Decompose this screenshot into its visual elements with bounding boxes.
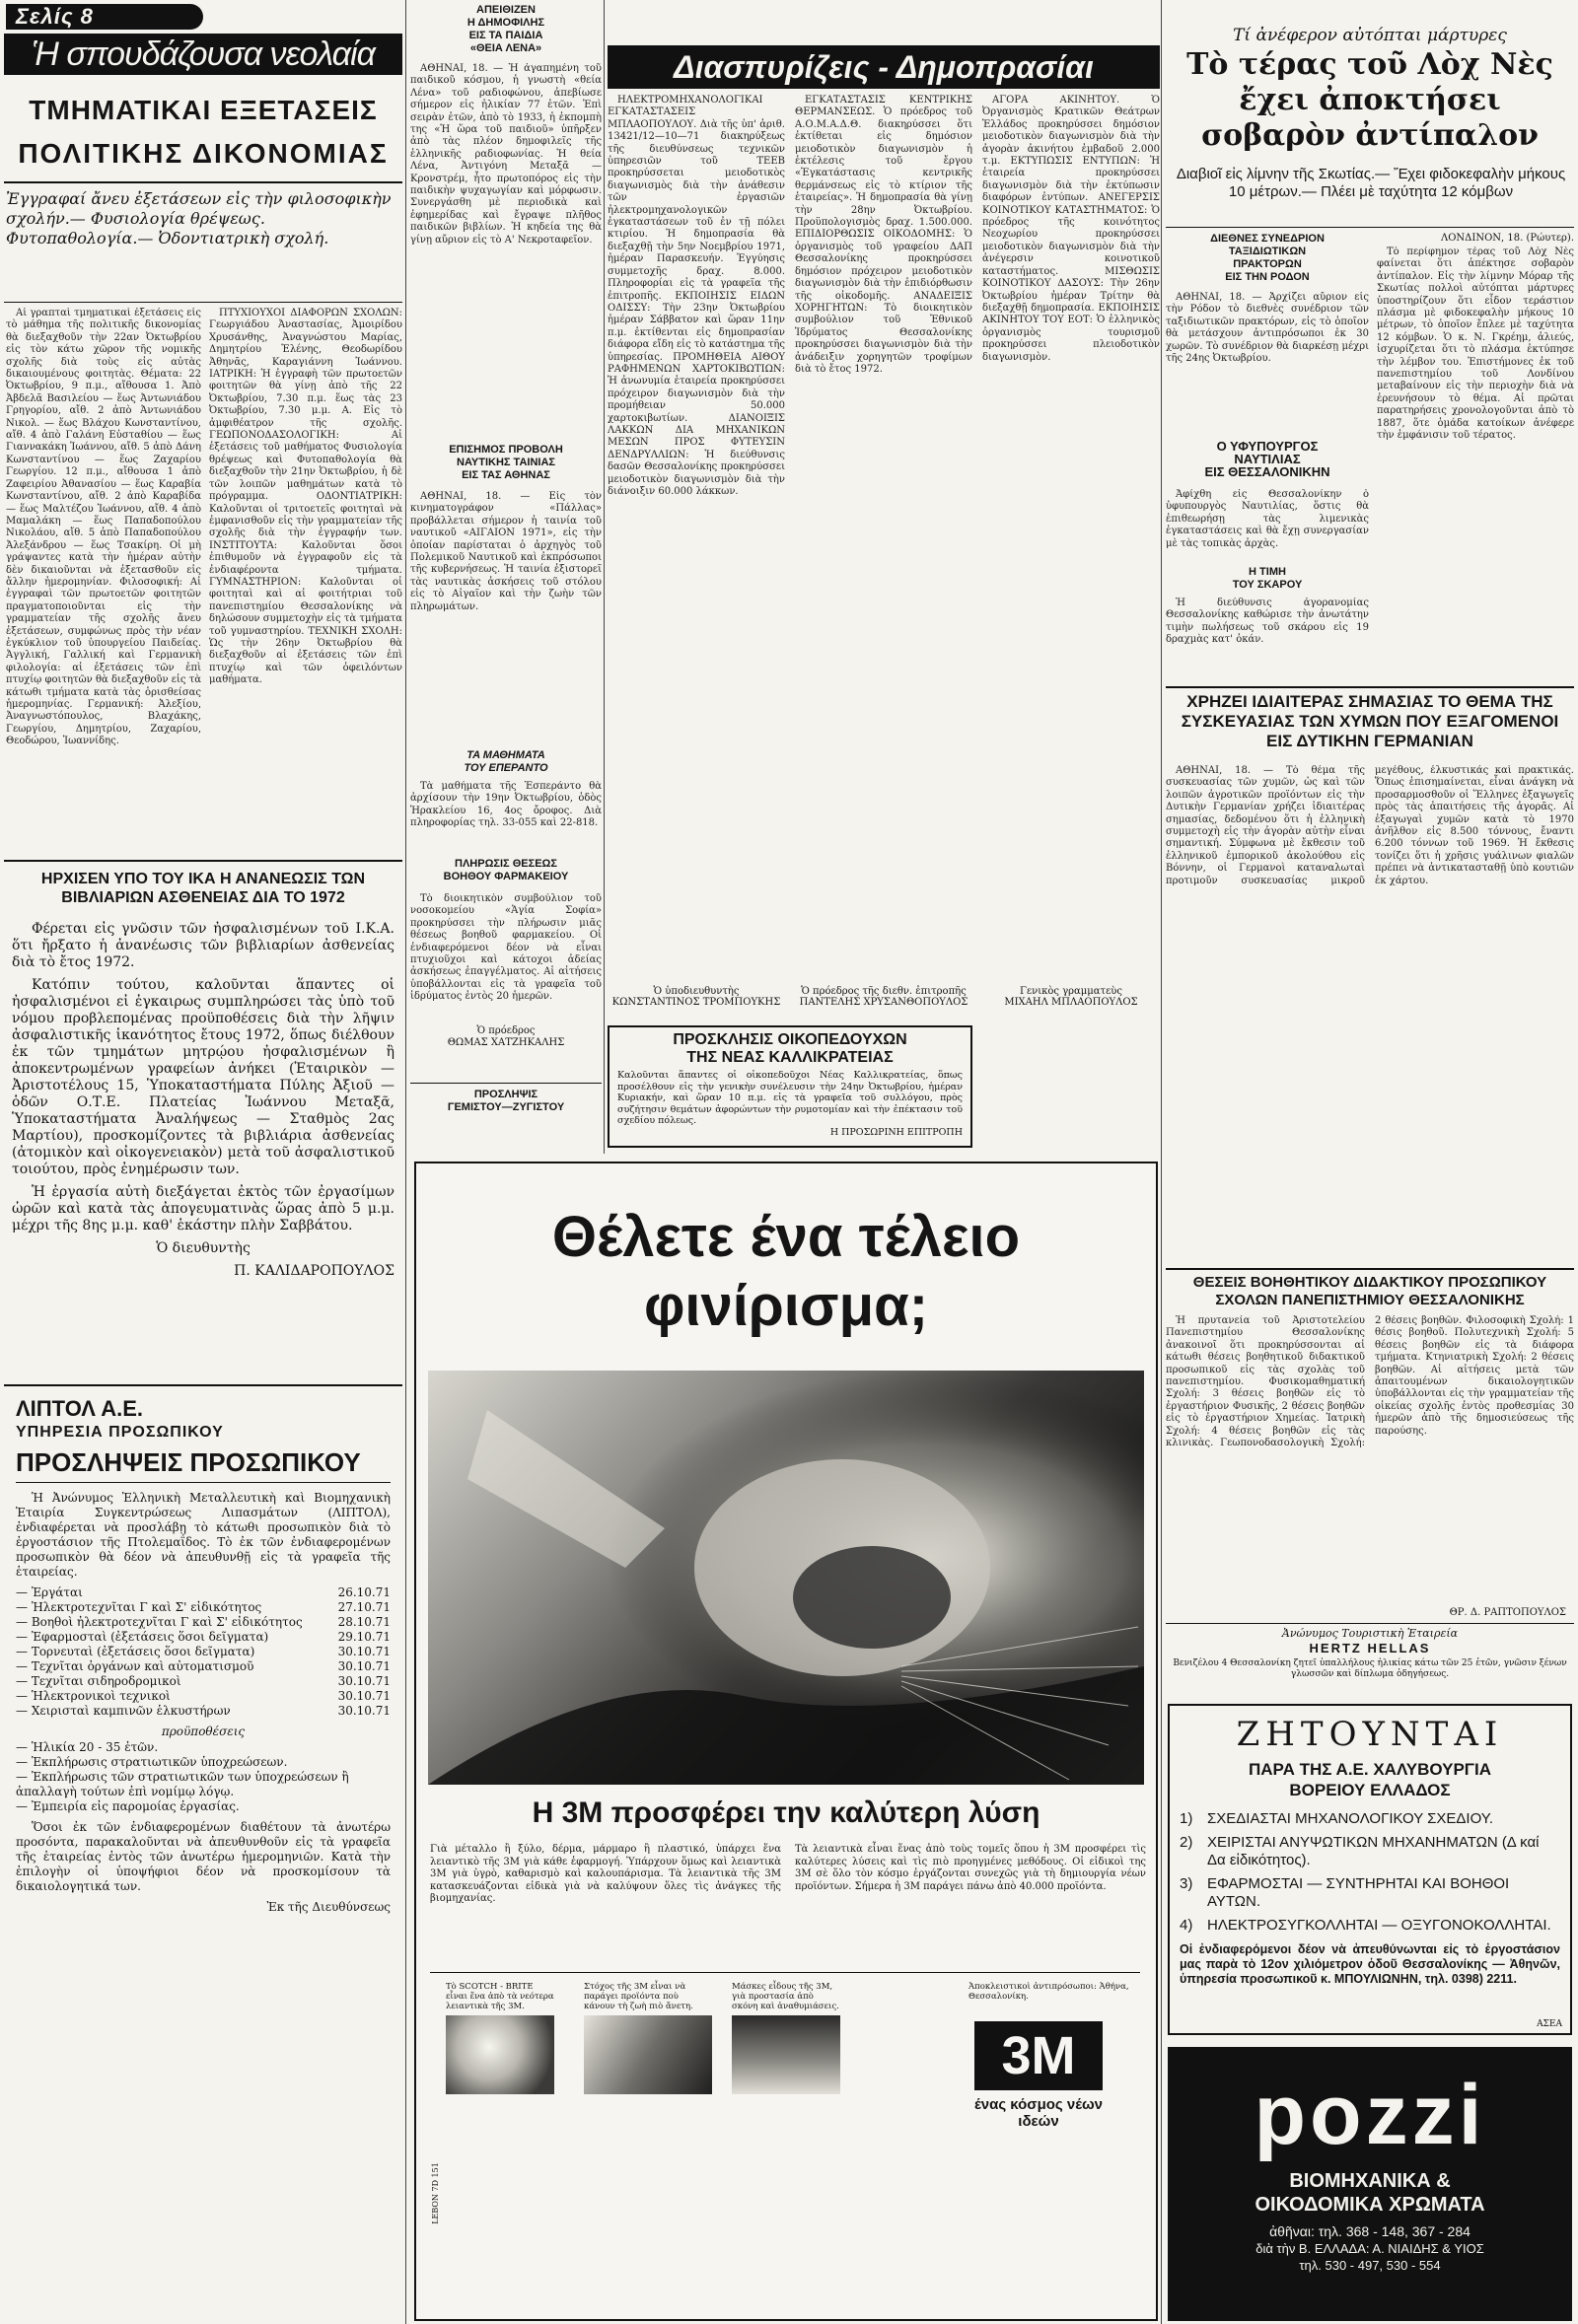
liptol-job-row bbox=[16, 1659, 391, 1674]
liptol-ad bbox=[4, 1384, 402, 2321]
rhodes-head-1: ΔΙΕΘΝΕΣ ΣΥΝΕΔΡΙΟΝ bbox=[1210, 233, 1325, 245]
tenders-sign-c1: Γενικὸς γραμματεὺς bbox=[1020, 986, 1122, 997]
liptol-requirement: — Ἐμπειρία εἰς παρομοίας ἐργασίας. bbox=[16, 1799, 240, 1813]
halyvourgia-item-text: ΕΦΑΡΜΟΣΤΑΙ — ΣΥΝΤΗΡΗΤΑΙ ΚΑΙ ΒΟΗΘΟΙ ΑΥΤΩΝ. bbox=[1207, 1875, 1510, 1910]
pharmacy-sign-1: Ὁ πρόεδρος bbox=[476, 1025, 536, 1036]
liptol-job-date: 28.10.71 bbox=[337, 1615, 391, 1629]
liptol-job-date: 30.10.71 bbox=[337, 1645, 391, 1658]
liptol-job-date: 30.10.71 bbox=[337, 1674, 391, 1688]
halyvourgia-item bbox=[1180, 1875, 1560, 1911]
minister-head-3: ΕΙΣ ΘΕΣΣΑΛΟΝΙΚΗΝ bbox=[1204, 464, 1330, 479]
liptol-intro: Ἡ Ἀνώνυμος Ἑλληνικὴ Μεταλλευτικὴ καὶ Βιομηχανικὴ Ἑταιρία Συγκεντρώσεως Λιπασμάτων (ΛΙΠΤΟΛ), ἐνδιαφέρεται νὰ προσλάβῃ τὸ κάτωθι προσωπικὸν διὰ τὸ ἐργοστάσιον τῆς Πτολεμαΐδος. Τὸ ἐκ τῶν ἐνδιαφερομένων προσωπικὸν θὰ δέον νὰ ἀπευθυνθῇ εἰς τὰ γραφεῖα τῆς ἑταιρείας. bbox=[16, 1491, 391, 1579]
pozzi-line-1: ΒΙΟΜΗΧΑΝΙΚΑ & bbox=[1289, 2170, 1451, 2192]
shipping-text: ΑΘΗΝΑΙ, 18. — Εἰς τὸν κινηματογράφον «Πάλλας» προβάλλεται σήμερον ἡ ταινία τοῦ ναυτικοῦ «ΑΙΓΑΙΟΝ 1971», εἰς τὴν ὁποίαν παρίσταται ὁ ἀρχηγὸς τοῦ Πολεμικοῦ Ναυτικοῦ καὶ ἐκπρόσωποι τῆς κυβερνήσεως. Ἡ ταινία ἐξιστορεῖ τὰς ναυτικὰς ἀσκήσεις τοῦ στόλου εἰς τὸ Αἰγαῖον καὶ τὴν ζωὴν τῶν πληρωμάτων. bbox=[410, 491, 602, 612]
halyvourgia-item bbox=[1180, 1834, 1560, 1869]
liptol-job-title: — Τορνευταὶ (ἐξετάσεις ὅσοι δεῖγματα) bbox=[16, 1645, 255, 1658]
ad-3m-thumb-1: Τὸ SCOTCH - BRITE εἶναι ἕνα ἀπὸ τὰ νεότερα λειαντικὰ τῆς 3Μ. bbox=[446, 1982, 554, 2110]
liptol-job-title: — Ἠλεκτροτεχνῖται Γ καὶ Σ' εἰδικότητος bbox=[16, 1600, 262, 1614]
tenders-banner: Διασπυρίζεις - Δημοπρασίαι bbox=[608, 45, 1160, 89]
lena-kicker-1: ΑΠΕΙΘΙΖΕΝ bbox=[476, 4, 536, 16]
lena-kicker-4: «ΘΕΙΑ ΛΕΝΑ» bbox=[469, 42, 542, 54]
pharmacy-text: Τὸ διοικητικὸν συμβούλιον τοῦ νοσοκομείου «Ἁγία Σοφία» προκηρύσσει τὴν πλήρωσιν μιᾶς θέσεως βοηθοῦ φαρμακείου. Οἱ ἐνδιαφερόμενοι δέον νὰ εἶναι πτυχιοῦχοι καὶ κάτοχοι ἀδείας ἀσκήσεως ἐπαγγέλματος. Αἱ αἰτήσεις ὑποβάλλονται εἰς τὰ γραφεῖα τοῦ ἱδρύματος ἐντὸς 20 ἡμερῶν. bbox=[410, 893, 602, 1003]
pozzi-line-2: ΟΙΚΟΔΟΜΙΚΑ ΧΡΩΜΑΤΑ bbox=[1255, 2194, 1485, 2216]
liptol-dept: ΥΠΗΡΕΣΙΑ ΠΡΟΣΩΠΙΚΟΥ bbox=[16, 1424, 224, 1441]
lena-kicker-3: ΕΙΣ ΤΑ ΠΑΙΔΙΑ bbox=[468, 30, 543, 41]
tenders-sign-a2: ΚΩΝΣΤΑΝΤΙΝΟΣ ΤΡΟΜΠΟΥΚΗΣ bbox=[611, 997, 781, 1008]
rhodes-head-3: ΠΡΑΚΤΟΡΩΝ bbox=[1233, 258, 1302, 270]
exams-headline-1: ΤΜΗΜΑΤΙΚΑΙ ΕΞΕΤΑΣΕΙΣ bbox=[29, 95, 378, 125]
pozzi-ad bbox=[1168, 2047, 1572, 2321]
halyvourgia-list bbox=[1180, 1810, 1560, 1935]
ika-sign-role: Ὁ διευθυντὴς bbox=[156, 1240, 251, 1256]
liptol-requirement: — Ἐκπλήρωσις τῶν στρατιωτικῶν των ὑποχρεώσεων ἢ ἀπαλλαγὴ τούτων ἐπὶ νομίμῳ λόγῳ. bbox=[16, 1770, 349, 1798]
tenders-sign-b1: Ὁ πρόεδρος τῆς διεθν. ἐπιτροπῆς bbox=[801, 986, 967, 997]
section-banner: Ἡ σπουδάζουσα νεολαία bbox=[4, 34, 402, 75]
kallikrateia-notice bbox=[608, 1025, 972, 1148]
ad-3m-logo-tagline: ένας κόσμος νέων ιδεών bbox=[973, 2096, 1104, 2130]
liptol-job-row bbox=[16, 1674, 391, 1689]
liptol-job-title: — Χειρισταὶ καμπινῶν ἑλκυστήρων bbox=[16, 1704, 231, 1718]
kallikrateia-head-1: ΠΡΟΣΚΛΗΣΙΣ ΟΙΚΟΠΕΔΟΥΧΩΝ bbox=[673, 1031, 907, 1048]
rhodes-head-4: ΕΙΣ ΤΗΝ ΡΟΔΟΝ bbox=[1225, 271, 1310, 283]
liptol-job-date: 27.10.71 bbox=[337, 1600, 391, 1614]
pharmacy-head-1: ΠΛΗΡΩΣΙΣ ΘΕΣΕΩΣ bbox=[455, 858, 557, 870]
esperanto-head-1: ΤΑ ΜΑΘΗΜΑΤΑ bbox=[466, 749, 545, 761]
liptol-job-row bbox=[16, 1645, 391, 1659]
halyvourgia-item-num: 1) bbox=[1180, 1810, 1193, 1827]
ad-3m-thumb-2-image bbox=[584, 2015, 712, 2094]
lena-text: ΑΘΗΝΑΙ, 18. — Ἡ ἀγαπημένη τοῦ παιδικοῦ κόσμου, ἡ γνωστὴ «θεία Λένα» τοῦ ραδιοφώνου, ἀπεβίωσε σήμερον εἰς ἡλικίαν 77 ἐτῶν. Ἐπὶ σειρὰν ἐτῶν, ἀπὸ τὸ 1933, ἡ ἐκπομπὴ της «Ἡ ὥρα τοῦ παιδιοῦ» ὑπῆρξεν ἀπὸ τὰς πλέον δημοφιλεῖς τῆς ἑλληνικῆς ραδιοφωνίας. Ἡ θεία Λένα, Ἀντιγόνη Μεταξᾶ — Κρονστρέμ, ἦτο πρωτοπόρος εἰς τὴν παιδικὴν ψυχαγωγίαν καὶ μόρφωσιν. Συνεργάσθη μὲ περιοδικὰ καὶ ἐφημερίδας καὶ ἔγραψε πλῆθος παιδικῶν βιβλίων. Ἡ κηδεία της θὰ γίνῃ αὔριον εἰς τὸ Α' Νεκροταφεῖον. bbox=[410, 63, 602, 246]
ad-3m-body-2: Τὰ λειαντικὰ εἶναι ἕνας ἀπὸ τοὺς τομεῖς ὅπου ἡ 3Μ προσφέρει τὶς καλύτερες λύσεις καὶ τὶς πιὸ προηγμένες μεθόδους. Οἱ εἰδικοὶ της 3Μ σὲ ὅλο τὸν κόσμο ἐργάζονται συνεχῶς γιὰ τὴ δημιουργία νέων προϊόντων. Σήμερα ἡ 3Μ παράγει πάνω ἀπὸ 40.000 προϊόντα. bbox=[795, 1844, 1146, 1892]
tenders-sign-a1: Ὁ ὑποδιευθυντὴς bbox=[653, 986, 740, 997]
pozzi-line-5: τηλ. 530 - 497, 530 - 554 bbox=[1299, 2258, 1441, 2273]
ad-3m-thumb-1-image bbox=[446, 2015, 554, 2094]
liptol-job-date: 30.10.71 bbox=[337, 1704, 391, 1718]
gemisto-head-1: ΠΡΟΣΛΗΨΙΣ bbox=[473, 1089, 538, 1100]
liptol-jobs-list bbox=[4, 1584, 402, 1721]
lochness-subhead: Διαβιοῖ εἰς λίμνην τῆς Σκωτίας.— Ἔχει φιδοκεφαλὴν μήκους 10 μέτρων.— Πλέει μὲ ταχύτητα 12 κόμβων bbox=[1176, 166, 1566, 200]
liptol-job-row bbox=[16, 1585, 391, 1600]
liptol-job-row bbox=[16, 1630, 391, 1645]
liptol-job-row bbox=[16, 1704, 391, 1719]
ad-3m-thumb-2: Στόχος τῆς 3Μ εἶναι νὰ παράγει προϊόντα ποὺ κάνουν τὴ ζωὴ πιὸ ἄνετη. bbox=[584, 1982, 712, 2110]
exams-text-col2: ΠΤΥΧΙΟΥΧΟΙ ΔΙΑΦΟΡΩΝ ΣΧΟΛΩΝ: Γεωργιάδου Ἀναστασίας, Ἀμοιρίδου Χρυσάνθης, Ἀναγνώστου Μαρίας, Δημητρίου Ἑλένης, Θεοδωρίδου Ἀθηνᾶς, Καραγιάννη Ἰωάννου. ΙΑΤΡΙΚΗ: Ἡ ἐγγραφὴ τῶν πρωτοετῶν φοιτητῶν θὰ γίνῃ ἀπὸ τῆς 22 Ὀκτωβρίου, 7.30 π.μ. ἕως τὰς 23 Ὀκτωβρίου, 7.30 μ.μ. Α. Εἰς τὸ ἀμφιθέατρον τῆς σχολῆς. ΓΕΩΠΟΝΟΔΑΣΟΛΟΓΙΚΗ: Αἱ ἐξετάσεις τοῦ μαθήματος Φυσιολογία θρέψεως καὶ Φυτοπαθολογία θὰ διεξαχθοῦν τὴν 21ην Ὀκτωβρίου, ἡ δὲ τῶν λοιπῶν μαθημάτων κατὰ τὸ πρόγραμμα. ΟΔΟΝΤΙΑΤΡΙΚΗ: Καλοῦνται οἱ τριτοετεῖς φοιτηταὶ νὰ ἐμφανισθοῦν εἰς τὴν γραμματείαν τῆς σχολῆς διὰ τὴν ἐγγραφήν των. ΙΝΣΤΙΤΟΥΤΑ: Καλοῦνται ὅσοι ἐπιθυμοῦν νὰ ἐγγραφοῦν εἰς τὰ ἐνδιαφέροντα τμήματα. ΓΥΜΝΑΣΤΗΡΙΟΝ: Καλοῦνται οἱ φοιτηταὶ καὶ αἱ φοιτήτριαι τοῦ πανεπιστημίου Θεσσαλονίκης νὰ δηλώσουν συμμετοχὴν εἰς τὰ τμήματα τοῦ γυμναστηρίου. ΤΕΧΝΙΚΗ ΣΧΟΛΗ: Ὡς τὴν 26ην Ὀκτωβρίου θὰ διεξαχθοῦν αἱ ἐξετάσεις τῶν ἐπὶ πτυχίῳ καὶ τῶν ὀφειλόντων μαθήματα. bbox=[209, 308, 402, 686]
lochness-dateline: ΛΟΝΔΙΝΟΝ, 18. (Ρώυτερ). bbox=[1440, 233, 1574, 244]
positions-headline: ΘΕΣΕΙΣ ΒΟΗΘΗΤΙΚΟΥ ΔΙΔΑΚΤΙΚΟΥ ΠΡΟΣΩΠΙΚΟΥ ΣΧΟΛΩΝ ΠΑΝΕΠΙΣΤΗΜΙΟΥ ΘΕΣΣΑΛΟΝΙΚΗΣ bbox=[1192, 1274, 1547, 1308]
halyvourgia-ad bbox=[1168, 1704, 1572, 2035]
halyvourgia-sub-1: ΠΑΡΑ ΤΗΣ Α.Ε. ΧΑΛΥΒΟΥΡΓΙΑ bbox=[1248, 1760, 1492, 1779]
tenders-col-a: ΗΛΕΚΤΡΟΜΗΧΑΝΟΛΟΓΙΚΑΙ ΕΓΚΑΤΑΣΤΑΣΕΙΣ ΜΠΛΑΟΠΟΥΛΟΥ. Διὰ τῆς ὑπ' ἀριθ. 13421/12—10—71 διακηρύξεως τῆς διευθύνσεως τεχνικῶν ὑπηρεσιῶν τοῦ ΤΕΕΒ προκηρύσσεται μειοδοτικὸς διαγωνισμὸς διὰ τὴν ἀνάθεσιν τῶν ἐργασιῶν ἠλεκτρομηχανολογικῶν ἐγκαταστάσεων τοῦ ἐν τῇ πόλει κτιρίου. Ἡ δημοπρασία θὰ διεξαχθῇ τὴν 5ην Νοεμβρίου 1971, ἡμέραν Παρασκευήν. Ἐγγύησις συμμετοχῆς δραχ. 8.000. Πληροφορίαι εἰς τὰ γραφεῖα τῆς ἐπιτροπῆς. ΕΚΠΟΙΗΣΙΣ ΕΙΔΩΝ ΟΔΙΣΣΥ: Τὴν 23ην Ὀκτωβρίου ἡμέραν Σάββατον καὶ ὥραν 11ην π.μ. ἐκτίθενται εἰς δημοπρασίαν διάφορα εἴδη εἰς τὸ κατάστημα τῆς ὑπηρεσίας. ΠΡΟΜΗΘΕΙΑ ΑΙΘΟΥ ΡΑΦΗΜΕΝΩΝ ΧΑΡΤΟΚΙΒΩΤΙΩΝ: Ἡ ἀνωνυμία ἑταιρεία προκηρύσσει πρόχειρον διαγωνισμὸν διὰ τὴν προμήθειαν 50.000 χαρτοκιβωτίων. ΔΙΑΝΟΙΞΙΣ ΛΑΚΚΩΝ ΔΙΑ ΜΗΧΑΝΙΚΩΝ ΜΕΣΩΝ ΠΡΟΣ ΦΥΤΕΥΣΙΝ ΔΕΝΔΡΥΛΛΙΩΝ: Ἡ διεύθυνσις δασῶν Θεσσαλονίκης προκηρύσσει μειοδοτικὸν διαγωνισμὸν διὰ τὴν διάνοιξιν 60.000 λάκκων. bbox=[608, 95, 785, 497]
rhodes-text: ΑΘΗΝΑΙ, 18. — Ἀρχίζει αὔριον εἰς τὴν Ρόδον τὸ διεθνὲς συνέδριον τῶν ταξιδιωτικῶν πρακτόρων, εἰς τὸ ὁποῖον θὰ μετάσχουν ἀντιπρόσωποι ἐκ 30 χωρῶν. Τὸ συνέδριον θὰ διαρκέσῃ μέχρι τῆς 24ης Ὀκτωβρίου. bbox=[1166, 292, 1369, 365]
skaros-head-2: ΤΟΥ ΣΚΑΡΟΥ bbox=[1232, 579, 1303, 591]
ad-3m-distributors: Ἀποκλειστικοὶ ἀντιπρόσωποι: Ἀθήνα, Θεσσαλονίκη. bbox=[968, 1982, 1129, 2002]
ika-headline: ΗΡΧΙΣΕΝ ΥΠΟ ΤΟΥ ΙΚΑ Η ΑΝΑΝΕΩΣΙΣ ΤΩΝ ΒΙΒΛΙΑΡΙΩΝ ΑΣΘΕΝΕΙΑΣ ΔΙΑ ΤΟ 1972 bbox=[40, 871, 366, 906]
halyvourgia-title: ΖΗΤΟΥΝΤΑΙ bbox=[1236, 1715, 1504, 1754]
hertz-line-2: HERTZ HELLAS bbox=[1309, 1641, 1431, 1655]
halyvourgia-item-text: ΧΕΙΡΙΣΤΑΙ ΑΝΥΨΩΤΙΚΩΝ ΜΗΧΑΝΗΜΑΤΩΝ (Δ καί Δα εἰδικότητος). bbox=[1207, 1834, 1540, 1868]
exams-text-col1: Αἱ γραπταὶ τμηματικαὶ ἐξετάσεις εἰς τὸ μάθημα τῆς πολιτικῆς δικονομίας θὰ διεξαχθοῦν τὴν 22αν Ὀκτωβρίου εἰς τὸν κάτω χῶρον τῆς νομικῆς σχολῆς διὰ τοὺς εἰς αὐτὰς δικαιουμένους φοιτητὰς. Θέματα: 22 Ὀκτωβρίου, 9 π.μ., αἴθουσα 1. Ἀπὸ Ἀβδελᾶ Βασιλείου — ἕως Ἀντωνιάδου Γρηγορίου, αἴθ. 2 ἀπὸ Ἀντωνιάδου Νικολ. — ἕως Βλάχου Κωνσταντίνου, αἴθ. 4 ἀπὸ Γαλάνη Εὐσταθίου — ἕως Γιαννακάκη Ἰωάννου, αἴθ. 5 ἀπὸ Δάνη Κωνσταντίνου — ἕως Ζαχαρίου Γεωργίου. 12 π.μ., αἴθουσα 1 ἀπὸ Ζαφειρίου Ἀθανασίου — ἕως Καραβία Κωνσταντίνου, αἴθ. 2 ἀπὸ Καραβίδα — ἕως Μαλτέζου Ἰωάννου, αἴθ. 4 ἀπὸ Μαμαλάκη — ἕως Παπαδοπούλου Νικολάου, αἴθ. 5 ἀπὸ Παπαδοπούλου Ἀλεξάνδρου — ἕως Τσακίρη. Οἱ μὴ γράψαντες κατὰ τὴν ἡμέραν αὐτὴν δὲν δικαιοῦνται νὰ ἐξετασθοῦν εἰς ἄλλην ἡμερομηνίαν. Φιλοσοφική: Αἱ ἐγγραφαὶ τῶν πρωτοετῶν φοιτητῶν πραγματοποιοῦνται εἰς τὴν γραμματείαν τῆς σχολῆς ἄνευ ἐξετάσεων, συμφώνως πρὸς τὴν νέαν ἐγκύκλιον τοῦ ὑπουργείου Παιδείας. Ἀγγλική, Γαλλική καὶ Γερμανικὴ φιλολογία: αἱ ἐξετάσεις τῶν ἐπὶ πτυχίῳ φοιτητῶν θὰ διεξαχθοῦν εἰς τὰ κάτωθι τμήματα κατὰ τὰς ὁρισθείσας ἡμερομηνίας. Γερμανική: Ἀλεξίου, Ἀναγνωστόπουλος, Βλαχάκης, Γεωργίου, Δημητρίου, Ζαχαρίου, Θεοδώρου, Ἰωαννίδης. bbox=[6, 308, 201, 747]
ika-p3: Ἡ ἐργασία αὐτὴ διεξάγεται ἐκτὸς τῶν ἐργασίμων ὡρῶν καὶ κατὰ τὰς ἀπογευματινὰς ὥρας ἀπὸ 5 μ.μ. μέχρι τῆς 8ης μ.μ. καθ' ἑκάστην πλὴν Σαββάτου. bbox=[12, 1184, 394, 1233]
shipping-head-1: ΕΠΙΣΗΜΟΣ ΠΡΟΒΟΛΗ bbox=[449, 444, 563, 456]
ika-p1: Φέρεται εἰς γνῶσιν τῶν ἠσφαλισμένων τοῦ Ι.Κ.Α. ὅτι ἤρξατο ἡ ἀνανέωσις τῶν βιβλιαρίων ἀσθενείας διὰ τὸ ἔτος 1972. bbox=[12, 921, 394, 970]
lochness-text: Τὸ περίφημον τέρας τοῦ Λὸχ Νὲς φαίνεται ὅτι ἀπέκτησε σοβαρὸν ἀντίπαλον. Εἰς τὴν λίμνην Μόραρ τῆς Σκωτίας πολλοὶ αὐτόπται μάρτυρες ὑποστηρίζουν ὅτι εἶδον τεράστιον πλάσμα μὲ φιδοκεφαλὴν μήκους 10 μέτρων, τὸ ὁποῖον ἔπλεε μὲ ταχύτητα 12 κόμβων. Ὁ κ. Ν. Γκρέημ, ἀλιεύς, ἰσχυρίζεται ὅτι τὸ πλάσμα ἐκτύπησε τὴν λέμβον του. Ἐπιστήμονες ἐκ τοῦ πανεπιστημίου τοῦ Λονδίνου μεταβαίνουν εἰς τὴν περιοχὴν διὰ νὰ ἐρευνήσουν τὸ θέμα. Αἱ πρῶται παρατηρήσεις χρονολογοῦνται ἀπὸ τὸ 1887, ὅτε ὁμάδα κατοίκων ἀνέφερε τὴν ἐμφάνισιν τοῦ τέρατος. bbox=[1377, 246, 1574, 442]
ad-3m-thumb-3: Μάσκες εἶδους τῆς 3Μ, γιὰ προστασία ἀπὸ σκόνη καὶ ἀναθυμιάσεις. bbox=[732, 1982, 840, 2110]
ika-p2: Κατόπιν τούτου, καλοῦνται ἅπαντες οἱ ἠσφαλισμένοι εἰ ἐγκαιρως συμπληρώσει τὰς ὑπὸ τοῦ νόμου προβλεπομένας προϋποθέσεις διὰ τὴν λῆψιν ἀσφαλιστικῆς ἱκανότητος ἔτους 1972, ὅπως διέλθουν ἐκ τῶν τμημάτων μητρῴου ἠσφαλισμένων ἢ ἀποκεντρωμένων γραφείων ἀνήκει (Ἑταιρικὸν — Ἀριστοτέλους 15, Ὑποκαταστήματα Πύλης Ἀξιοῦ — ὁδῶν Ο.Τ.Ε. Πλατείας Ἰωάννου Μεταξᾶ, Ὑποκαταστήματα Ἀναλήψεως — Σταθμὸς 2ας Μαρτίου), προσκομίζοντες τὰ βιβλιάρια ἀσθενείας (ἀτομικὸν καὶ οἰκογενειακὸν) μετὰ τοῦ ἀσφαλιστικοῦ τοιούτου, πρὸς ἐνημέρωσιν των. bbox=[12, 977, 394, 1177]
liptol-job-date: 29.10.71 bbox=[337, 1630, 391, 1644]
liptol-sign: Ἐκ τῆς Διευθύνσεως bbox=[266, 1900, 391, 1914]
pharmacy-head-2: ΒΟΗΘΟΥ ΦΑΡΜΑΚΕΙΟΥ bbox=[443, 871, 569, 882]
ad-3m-photo bbox=[428, 1371, 1144, 1785]
pozzi-logo: pozzi bbox=[1254, 2068, 1486, 2162]
ad-3m-tagline: Η 3Μ προσφέρει την καλύτερη λύση bbox=[532, 1796, 1040, 1829]
skaros-text: Ἡ διεύθυνσις ἀγορανομίας Θεσσαλονίκης καθώρισε τὴν ἀνωτάτην τιμὴν πωλήσεως τοῦ σκάρου εἰς 19 δραχμὰς κατ' ὀκάν. bbox=[1166, 598, 1369, 646]
pozzi-line-3: ἀθῆναι: τηλ. 368 - 148, 367 - 284 bbox=[1269, 2223, 1470, 2239]
esperanto-text: Τὰ μαθήματα τῆς Ἐσπεράντο θὰ ἀρχίσουν τὴν 19ην Ὀκτωβρίου, ὁδὸς Ἡρακλείου 16, 4ος ὄροφος. Διὰ πληροφορίας τηλ. 33-055 καὶ 22-818. bbox=[410, 781, 602, 829]
halyvourgia-footer: Οἱ ἐνδιαφερόμενοι δέον νὰ ἀπευθύνωνται εἰς τὸ ἐργοστάσιον μας παρὰ τὸ 12ον χιλιόμετρον ὁδοῦ Θεσσαλονίκης — Ἀθηνῶν, ὑπηρεσία προσωπικοῦ κ. ΜΠΟΥΛΙΩΝΗΝ, τηλ. 0398) 2211. bbox=[1180, 1942, 1560, 1986]
liptol-company: ΛΙΠΤΟΛ Α.Ε. bbox=[16, 1396, 143, 1421]
kallikrateia-head-2: ΤΗΣ ΝΕΑΣ ΚΑΛΛΙΚΡΑΤΕΙΑΣ bbox=[686, 1049, 894, 1066]
liptol-job-title: — Ἐργάται bbox=[16, 1585, 83, 1599]
kallikrateia-sign: Η ΠΡΟΣΩΡΙΝΗ ΕΠΙΤΡΟΠΗ bbox=[829, 1126, 963, 1138]
liptol-job-date: 30.10.71 bbox=[337, 1689, 391, 1703]
lochness-headline: Τὸ τέρας τοῦ Λὸχ Νὲς ἔχει ἀποκτήσει σοβαρὸν ἀντίπαλον bbox=[1186, 47, 1553, 153]
positions-text: Ἡ πρυτανεία τοῦ Ἀριστοτελείου Πανεπιστημίου Θεσσαλονίκης ἀνακοινοῖ ὅτι προκηρύσσονται αἱ κάτωθι θέσεις βοηθητικοῦ διδακτικοῦ προσωπικοῦ εἰς τὰς σχολὰς τοῦ πανεπιστημίου. Φυσικομαθηματική Σχολή: 3 θέσεις βοηθῶν εἰς τὸ ἐργαστήριον Φυσικῆς, 2 θέσεις βοηθῶν εἰς τὸ ἐργαστήριον Χημείας. Ἰατρικὴ Σχολή: 4 θέσεις βοηθῶν εἰς τὰς κλινικὰς. Γεωπονοδασολογικὴ Σχολή: 2 θέσεις βοηθῶν. Φιλοσοφικὴ Σχολή: 1 θέσις βοηθοῦ. Πολυτεχνικὴ Σχολή: 5 θέσεις βοηθῶν εἰς τὰ διάφορα τμήματα. Κτηνιατρικὴ Σχολή: 2 θέσεις βοηθῶν. Αἱ αἰτήσεις μετὰ τῶν ἀπαιτουμένων δικαιολογητικῶν ὑποβάλλονται εἰς τὴν γραμματείαν τῆς οἰκείας σχολῆς ἐντὸς προθεσμίας 30 ἡμερῶν ἀπὸ τῆς δημοσιεύσεως τῆς παρούσης. bbox=[1166, 1315, 1574, 1449]
ad-3m-thumb-3-image bbox=[732, 2015, 840, 2094]
tenders-col-c: ΑΓΟΡΑ ΑΚΙΝΗΤΟΥ. Ὁ Ὀργανισμὸς Κρατικῶν Θεάτρων Ἑλλάδος προκηρύσσει δημόσιον μειοδοτικὸν διαγωνισμὸν διὰ τὴν ἀγορὰν ἀκινήτου ἐμβαδοῦ 2.000 τ.μ. ΕΚΤΥΠΩΣΙΣ ΕΝΤΥΠΩΝ: Ἡ ἑταιρεία προκηρύσσει διαγωνισμὸν διὰ τὴν ἐκτύπωσιν διαφόρων ἐντύπων. ΑΝΕΓΕΡΣΙΣ ΚΟΙΝΟΤΙΚΟΥ ΚΑΤΑΣΤΗΜΑΤΟΣ: Ὁ πρόεδρος τῆς κοινότητος Νεοχωρίου προκηρύσσει μειοδοτικὸν διαγωνισμὸν διὰ τὴν ἀνέγερσιν κοινοτικοῦ καταστήματος. ΜΙΣΘΩΣΙΣ ΚΟΙΝΟΤΙΚΟΥ ΔΑΣΟΥΣ: Τὴν 26ην Ὀκτωβρίου ἡμέραν Τρίτην θὰ διεξαχθῇ δημοπρασία. ΕΚΠΟΙΗΣΙΣ ΑΚΙΝΗΤΟΥ ΤΟΥ ΕΟΤ: Ὁ ἑλληνικὸς ὀργανισμὸς τουρισμοῦ προκηρύσσει πλειοδοτικὸν διαγωνισμὸν. bbox=[982, 95, 1160, 363]
minister-head-2: ΝΑΥΤΙΛΙΑΣ bbox=[1234, 452, 1301, 466]
liptol-outro: Ὅσοι ἐκ τῶν ἐνδιαφερομένων διαθέτουν τὰ ἀνωτέρω προσόντα, παρακαλοῦνται νὰ ἀπευθυνθοῦν εἰς τὰ γραφεῖα τῆς ἑταιρείας ἐντὸς τῶν ἀνωτέρω ἡμερομηνιῶν. Κατὰ τὴν ἐπιλογὴν οἱ ὑποψήφιοι δέον νὰ προσκομίσουν τὰ δικαιολογητικά των. bbox=[16, 1820, 391, 1893]
liptol-requirement: — Ἐκπλήρωσις στρατιωτικῶν ὑποχρεώσεων. bbox=[16, 1755, 288, 1769]
liptol-job-title: — Ἡλεκτρονικοὶ τεχνικοὶ bbox=[16, 1689, 171, 1703]
juice-headline: ΧΡΗΖΕΙ ΙΔΙΑΙΤΕΡΑΣ ΣΗΜΑΣΙΑΣ ΤΟ ΘΕΜΑ ΤΗΣ ΣΥΣΚΕΥΑΣΙΑΣ ΤΩΝ ΧΥΜΩΝ ΠΟΥ ΕΞΑΓΟΜΕΝΟΙ ΕΙΣ ΔΥΤΙΚΗΝ ΓΕΡΜΑΝΙΑΝ bbox=[1181, 692, 1559, 750]
ad-3m bbox=[414, 1162, 1158, 2321]
ad-3m-body-1: Γιὰ μέταλλο ἢ ξύλο, δέρμα, μάρμαρο ἢ πλαστικό, ὑπάρχει ἕνα λειαντικὸ τῆς 3Μ γιὰ κάθε ἐφαρμογή. Ὑπάρχουν ὅμως καὶ λειαντικὰ 3Μ γιὰ ὑγρὸ, καθαρισμὸ καὶ καλουπάρισμα. Τὰ λειαντικὰ τῆς 3Μ κατασκευάζονται εἰδικὰ γιὰ νὰ καλύψουν ὅλες τὶς ἀνάγκες τῆς βιομηχανίας. bbox=[430, 1844, 781, 1904]
shipping-head-2: ΝΑΥΤΙΚΗΣ ΤΑΙΝΙΑΣ bbox=[457, 457, 555, 468]
halyvourgia-item-num: 3) bbox=[1180, 1875, 1193, 1892]
exams-headline-2: ΠΟΛΙΤΙΚΗΣ ΔΙΚΟΝΟΜΙΑΣ bbox=[18, 138, 389, 169]
ad-3m-headline: Θέλετε ένα τέλειο φινίρισμα; bbox=[551, 1205, 1021, 1338]
juice-text: ΑΘΗΝΑΙ, 18. — Τὸ θέμα τῆς συσκευασίας τῶν χυμῶν, ὡς καὶ τῶν λοιπῶν ἀγροτικῶν προϊόντων εἰς τὴν Δυτικὴν Γερμανίαν χρήζει ἰδιαιτέρας σημασίας, δεδομένου ὅτι ἡ ἐλληνικὴ συμμετοχὴ εἰς τὴν ἀγορὰν αὐτὴν εἶναι σημαντική. Σύμφωνα μὲ ἔκθεσιν τοῦ ἑλληνικοῦ ἐμπορικοῦ ἀκολούθου εἰς Βόννην, οἱ Γερμανοὶ καταναλωταὶ προτιμοῦν συσκευασίας μικροῦ μεγέθους, ἐλκυστικάς καὶ πρακτικάς. Ὅπως ἐπισημαίνεται, εἶναι ἀνάγκη νὰ προσαρμοσθοῦν οἱ Ἕλληνες ἐξαγωγεῖς πρὸς τὰς ἀπαιτήσεις τῆς ἀγορᾶς. Αἱ ἐξαγωγαὶ χυμῶν κατὰ τὸ 1970 ἀνῆλθον εἰς 8.500 τόννους, ἔναντι 6.200 τόννων τοῦ 1969. Ἡ ἔκθεσις τονίζει ὅτι ἡ χρῆσις γυάλινων φιαλῶν πρέπει νὰ ἀντικατασταθῇ ὑπὸ κουτιῶν ἐκ χάρτου. bbox=[1166, 765, 1574, 886]
ad-3m-photo-art bbox=[428, 1371, 1144, 1785]
tenders-sign-b2: ΠΑΝΤΕΛΗΣ ΧΡΥΣΑΝΘΟΠΟΥΛΟΣ bbox=[799, 997, 968, 1008]
liptol-job-date: 26.10.71 bbox=[337, 1585, 391, 1599]
shipping-head-3: ΕΙΣ ΤΑΣ ΑΘΗΝΑΣ bbox=[462, 469, 550, 481]
liptol-job-row bbox=[16, 1689, 391, 1704]
halyvourgia-item-num: 4) bbox=[1180, 1917, 1193, 1934]
halyvourgia-item-text: ΗΛΕΚΤΡΟΣΥΓΚΟΛΛΗΤΑΙ — ΟΞΥΓΟΝΟΚΟΛΛΗΤΑΙ. bbox=[1207, 1917, 1551, 1934]
ika-sign-name: Π. ΚΑΛΙΔΑΡΟΠΟΥΛΟΣ bbox=[234, 1263, 394, 1279]
esperanto-head-2: ΤΟΥ ΕΠΕΡΑΝΤΟ bbox=[464, 762, 548, 774]
liptol-headline: ΠΡΟΣΛΗΨΕΙΣ ΠΡΟΣΩΠΙΚΟΥ bbox=[16, 1447, 361, 1477]
halyvourgia-item bbox=[1180, 1917, 1560, 1935]
lochness-kicker: Τί ἀνέφερον αὐτόπται μάρτυρες bbox=[1233, 26, 1507, 45]
liptol-job-title: — Βοηθοὶ ἠλεκτροτεχνῖται Γ καὶ Σ' εἰδικότητος bbox=[16, 1615, 303, 1629]
halyvourgia-item-num: 2) bbox=[1180, 1834, 1193, 1851]
liptol-requirements bbox=[4, 1738, 402, 1816]
lena-kicker-2: Η ΔΗΜΟΦΙΛΗΣ bbox=[466, 17, 545, 29]
minister-head-1: Ο ΥΦΥΠΟΥΡΓΟΣ bbox=[1216, 439, 1319, 454]
halyvourgia-sub-2: ΒΟΡΕΙΟΥ ΕΛΛΑΔΟΣ bbox=[1289, 1781, 1451, 1799]
ika-notice bbox=[4, 860, 402, 1378]
page-label: Σελίς 8 bbox=[6, 4, 203, 30]
ad-3m-logo: 3M bbox=[974, 2021, 1103, 2090]
skaros-head-1: Η ΤΙΜΗ bbox=[1249, 566, 1286, 578]
minister-text: Ἀφίχθη εἰς Θεσσαλονίκην ὁ ὑφυπουργὸς Ναυτιλίας, ὅστις θὰ ἐπιθεωρήσῃ τὰς λιμενικὰς ἐγκαταστάσεις καὶ θὰ ἔχῃ συνεργασίαν μὲ τὰς τοπικὰς ἀρχὰς. bbox=[1166, 489, 1369, 549]
exams-subhead: Ἐγγραφαί ἄνευ ἐξετάσεων εἰς τὴν φιλοσοφικὴν σχολήν.— Φυσιολογία θρέψεως. Φυτοπαθολογία.— Ὀδοντιατρικὴ σχολή. bbox=[6, 189, 392, 247]
liptol-job-title: — Ἐφαρμοσταὶ (ἐξετάσεις ὅσοι δεῖγματα) bbox=[16, 1630, 269, 1644]
positions-sign: ΘΡ. Δ. ΡΑΠΤΟΠΟΥΛΟΣ bbox=[1449, 1607, 1566, 1618]
liptol-job-title: — Τεχνῖται σιδηροδρομικοὶ bbox=[16, 1674, 181, 1688]
liptol-job-row bbox=[16, 1615, 391, 1630]
ad-3m-vertical-caption: LEBON 7D 151 bbox=[430, 2162, 440, 2224]
hertz-line-1: Ἀνώνυμος Τουριστικὴ Ἑταιρεία bbox=[1281, 1627, 1459, 1640]
liptol-job-title: — Τεχνῖται ὀργάνων καὶ αὐτοματισμοῦ bbox=[16, 1659, 254, 1673]
rhodes-head-2: ΤΑΞΙΔΙΩΤΙΚΩΝ bbox=[1228, 246, 1307, 257]
liptol-req-title: προϋποθέσεις bbox=[161, 1725, 246, 1738]
liptol-job-row bbox=[16, 1600, 391, 1615]
kallikrateia-text: Καλοῦνται ἅπαντες οἱ οἰκοπεδοῦχοι Νέας Καλλικρατείας, ὅπως προσέλθουν εἰς τὴν γενικὴν συνέλευσιν τὴν 24ην Ὀκτωβρίου, ἡμέραν Κυριακήν, καὶ ὥραν 10 π.μ. εἰς τὰ γραφεῖα τοῦ συλλόγου, πρὸς συζήτησιν θεμάτων ἀφορώντων τὴν ρυμοτομίαν καὶ τὴν ἐπέκτασιν τοῦ σχεδίου πόλεως. bbox=[617, 1070, 963, 1126]
gemisto-head-2: ΓΕΜΙΣΤΟΥ—ΖΥΓΙΣΤΟΥ bbox=[447, 1101, 565, 1113]
liptol-job-date: 30.10.71 bbox=[337, 1659, 391, 1673]
halyvourgia-code: ΑΣΕΑ bbox=[1537, 2019, 1562, 2029]
halyvourgia-item bbox=[1180, 1810, 1560, 1828]
halyvourgia-item-text: ΣΧΕΔΙΑΣΤΑΙ ΜΗΧΑΝΟΛΟΓΙΚΟΥ ΣΧΕΔΙΟΥ. bbox=[1207, 1810, 1494, 1827]
tenders-sign-c2: ΜΙΧΑΗΛ ΜΠΛΑΟΠΟΥΛΟΣ bbox=[1004, 997, 1138, 1008]
liptol-requirement: — Ἡλικία 20 - 35 ἐτῶν. bbox=[16, 1740, 159, 1754]
pharmacy-sign-2: ΘΩΜΑΣ ΧΑΤΖΗΚΑΛΗΣ bbox=[447, 1037, 565, 1048]
pozzi-line-4: διὰ τὴν Β. ΕΛΛΑΔΑ: Α. ΝΙΑΙΔΗΣ & ΥΙΟΣ bbox=[1255, 2241, 1484, 2256]
hertz-text: Βενιζέλου 4 Θεσσαλονίκη ζητεῖ ὑπαλλήλους ἡλικίας κάτω τῶν 25 ἐτῶν, γνῶσιν ξένων γλωσσῶν καὶ δίπλωμα ὁδηγήσεως. bbox=[1173, 1658, 1567, 1679]
tenders-col-b: ΕΓΚΑΤΑΣΤΑΣΙΣ ΚΕΝΤΡΙΚΗΣ ΘΕΡΜΑΝΣΕΩΣ. Ὁ πρόεδρος τοῦ Α.Ο.Μ.Α.Δ.Θ. διακηρύσσει ὅτι ἐκτίθεται εἰς δημόσιον μειοδοτικὸν διαγωνισμὸν ἡ ἐκτέλεσις τοῦ ἔργου «Ἐγκατάστασις κεντρικῆς θερμάνσεως εἰς τὸ κτίριον τῆς ἑταιρείας». Ἡ δημοπρασία θὰ γίνῃ τὴν 28ην Ὀκτωβρίου. Προϋπολογισμὸς δραχ. 1.500.000. ΕΠΙΔΙΟΡΘΩΣΙΣ ΟΙΚΟΔΟΜΗΣ: Ὁ ὀργανισμὸς τοῦ γραφείου ΔΑΠ Θεσσαλονίκης προκηρύσσει δημόσιον πρόχειρον μειοδοτικὸν διαγωνισμὸν διὰ τὴν ἐπιδιόρθωσιν τῆς οἰκοδομῆς. ΑΝΑΔΕΙΞΙΣ ΧΟΡΗΓΗΤΩΝ: Τὸ διοικητικὸν συμβούλιον τοῦ Ἐθνικοῦ Ἱδρύματος Θεσσαλονίκης προκηρύσσει διαγωνισμὸν διὰ τὴν ἀνάδειξιν χορηγητῶν τροφίμων διὰ τὸ ἔτος 1972. bbox=[795, 95, 972, 375]
